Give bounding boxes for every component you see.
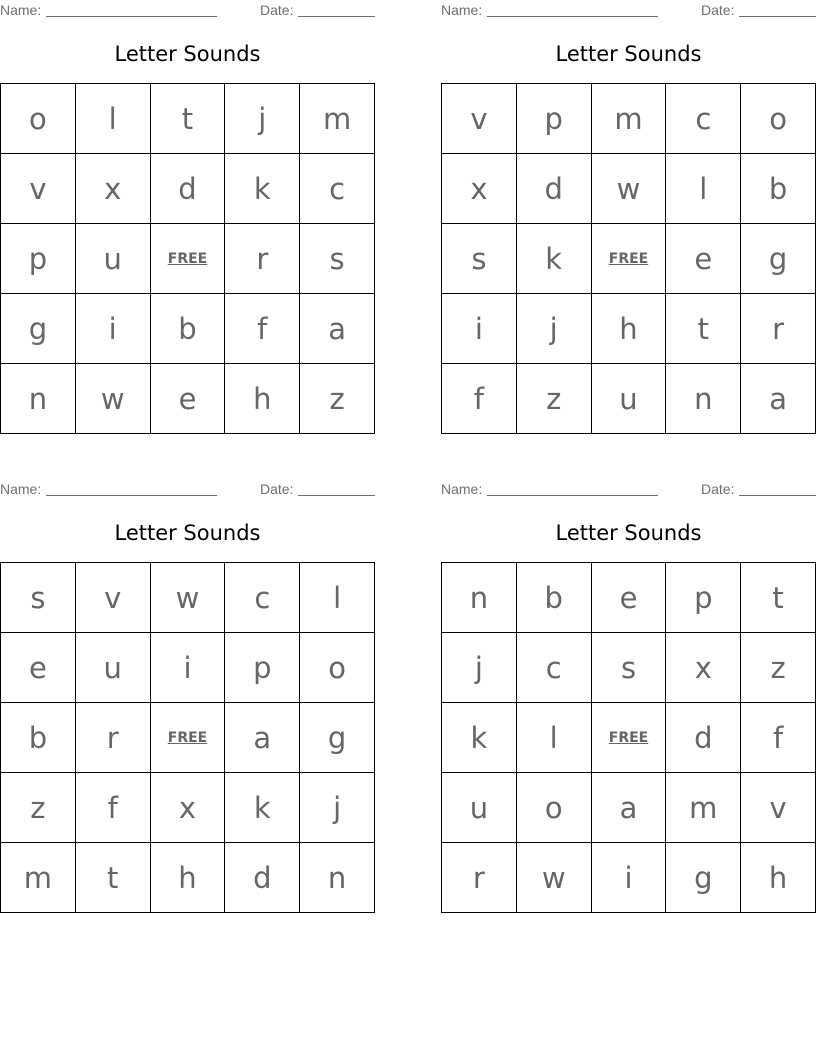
name-line bbox=[487, 495, 658, 496]
name-line bbox=[46, 16, 217, 17]
bingo-cell: c bbox=[225, 563, 300, 633]
bingo-cell: h bbox=[592, 294, 667, 364]
bingo-cell: b bbox=[741, 154, 816, 224]
bingo-grid bbox=[0, 562, 375, 913]
free-space: FREE bbox=[592, 224, 667, 294]
date-line bbox=[739, 16, 816, 17]
bingo-grid bbox=[441, 83, 816, 434]
bingo-cell: w bbox=[76, 364, 151, 434]
bingo-cell: g bbox=[741, 224, 816, 294]
card-header bbox=[441, 2, 816, 20]
bingo-cell: t bbox=[151, 84, 226, 154]
bingo-cell: u bbox=[76, 633, 151, 703]
bingo-cell: j bbox=[517, 294, 592, 364]
bingo-cell: s bbox=[300, 224, 375, 294]
bingo-cell: g bbox=[300, 703, 375, 773]
date-line bbox=[739, 495, 816, 496]
bingo-cell: h bbox=[741, 843, 816, 913]
bingo-cell: l bbox=[517, 703, 592, 773]
card-title: Letter Sounds bbox=[114, 42, 261, 66]
bingo-cell: a bbox=[741, 364, 816, 434]
bingo-cell: p bbox=[666, 563, 741, 633]
bingo-cell: s bbox=[442, 224, 517, 294]
bingo-cell: x bbox=[442, 154, 517, 224]
card-title: Letter Sounds bbox=[114, 521, 261, 545]
bingo-cell: i bbox=[442, 294, 517, 364]
bingo-cell: w bbox=[517, 843, 592, 913]
bingo-cell: r bbox=[225, 224, 300, 294]
bingo-cell: t bbox=[666, 294, 741, 364]
bingo-cell: e bbox=[666, 224, 741, 294]
bingo-cell: n bbox=[300, 843, 375, 913]
bingo-cell: j bbox=[225, 84, 300, 154]
bingo-cell: g bbox=[1, 294, 76, 364]
bingo-cell: v bbox=[76, 563, 151, 633]
bingo-cell: r bbox=[741, 294, 816, 364]
bingo-cell: o bbox=[741, 84, 816, 154]
bingo-cell: t bbox=[741, 563, 816, 633]
free-space: FREE bbox=[151, 224, 226, 294]
bingo-card-4 bbox=[441, 479, 816, 913]
bingo-cell: w bbox=[151, 563, 226, 633]
name-label: Name: bbox=[0, 2, 42, 18]
bingo-cell: r bbox=[76, 703, 151, 773]
bingo-cell: s bbox=[592, 633, 667, 703]
date-line bbox=[298, 16, 375, 17]
bingo-cell: l bbox=[666, 154, 741, 224]
date-label: Date: bbox=[701, 2, 735, 18]
bingo-cell: p bbox=[517, 84, 592, 154]
bingo-cell: m bbox=[592, 84, 667, 154]
bingo-cell: k bbox=[442, 703, 517, 773]
bingo-cell: p bbox=[225, 633, 300, 703]
bingo-cell: f bbox=[741, 703, 816, 773]
bingo-cell: b bbox=[1, 703, 76, 773]
bingo-grid bbox=[0, 83, 375, 434]
bingo-cell: n bbox=[1, 364, 76, 434]
bingo-card-1 bbox=[0, 0, 375, 434]
name-line bbox=[46, 495, 217, 496]
bingo-cell: b bbox=[517, 563, 592, 633]
bingo-card-2 bbox=[441, 0, 816, 434]
bingo-cell: c bbox=[300, 154, 375, 224]
card-header bbox=[0, 2, 375, 20]
bingo-cell: i bbox=[151, 633, 226, 703]
date-label: Date: bbox=[260, 481, 294, 497]
free-space: FREE bbox=[592, 703, 667, 773]
bingo-cell: u bbox=[592, 364, 667, 434]
bingo-cell: c bbox=[666, 84, 741, 154]
bingo-cell: l bbox=[76, 84, 151, 154]
bingo-cell: z bbox=[517, 364, 592, 434]
date-line bbox=[298, 495, 375, 496]
bingo-cell: a bbox=[225, 703, 300, 773]
bingo-cell: z bbox=[1, 773, 76, 843]
bingo-cell: f bbox=[225, 294, 300, 364]
card-header bbox=[441, 481, 816, 499]
bingo-cell: d bbox=[225, 843, 300, 913]
bingo-cell: o bbox=[1, 84, 76, 154]
bingo-cell: o bbox=[517, 773, 592, 843]
bingo-cell: j bbox=[300, 773, 375, 843]
date-label: Date: bbox=[701, 481, 735, 497]
bingo-cell: p bbox=[1, 224, 76, 294]
bingo-cell: e bbox=[592, 563, 667, 633]
bingo-cell: k bbox=[225, 773, 300, 843]
card-title: Letter Sounds bbox=[555, 521, 702, 545]
bingo-cell: u bbox=[442, 773, 517, 843]
bingo-cell: a bbox=[592, 773, 667, 843]
date-label: Date: bbox=[260, 2, 294, 18]
bingo-cell: z bbox=[300, 364, 375, 434]
bingo-cell: e bbox=[151, 364, 226, 434]
bingo-cell: d bbox=[517, 154, 592, 224]
bingo-cell: a bbox=[300, 294, 375, 364]
bingo-cell: z bbox=[741, 633, 816, 703]
bingo-cell: u bbox=[76, 224, 151, 294]
bingo-cell: i bbox=[76, 294, 151, 364]
card-header bbox=[0, 481, 375, 499]
bingo-cell: m bbox=[666, 773, 741, 843]
bingo-cell: x bbox=[76, 154, 151, 224]
bingo-cell: m bbox=[1, 843, 76, 913]
bingo-cell: b bbox=[151, 294, 226, 364]
bingo-cell: o bbox=[300, 633, 375, 703]
bingo-cell: h bbox=[151, 843, 226, 913]
bingo-cell: f bbox=[442, 364, 517, 434]
bingo-cell: v bbox=[741, 773, 816, 843]
bingo-cell: n bbox=[666, 364, 741, 434]
bingo-cell: s bbox=[1, 563, 76, 633]
bingo-cell: e bbox=[1, 633, 76, 703]
bingo-cell: x bbox=[151, 773, 226, 843]
bingo-card-3 bbox=[0, 479, 375, 913]
bingo-cell: t bbox=[76, 843, 151, 913]
name-label: Name: bbox=[441, 2, 483, 18]
name-line bbox=[487, 16, 658, 17]
bingo-cell: d bbox=[666, 703, 741, 773]
bingo-cell: c bbox=[517, 633, 592, 703]
free-space: FREE bbox=[151, 703, 226, 773]
card-title: Letter Sounds bbox=[555, 42, 702, 66]
bingo-cell: k bbox=[225, 154, 300, 224]
bingo-cell: x bbox=[666, 633, 741, 703]
bingo-cell: v bbox=[442, 84, 517, 154]
bingo-cell: l bbox=[300, 563, 375, 633]
bingo-cell: r bbox=[442, 843, 517, 913]
bingo-cell: j bbox=[442, 633, 517, 703]
name-label: Name: bbox=[0, 481, 42, 497]
bingo-cell: d bbox=[151, 154, 226, 224]
bingo-cell: m bbox=[300, 84, 375, 154]
bingo-cell: k bbox=[517, 224, 592, 294]
bingo-cell: n bbox=[442, 563, 517, 633]
name-label: Name: bbox=[441, 481, 483, 497]
bingo-cell: i bbox=[592, 843, 667, 913]
bingo-cell: h bbox=[225, 364, 300, 434]
bingo-cell: f bbox=[76, 773, 151, 843]
bingo-cell: w bbox=[592, 154, 667, 224]
bingo-grid bbox=[441, 562, 816, 913]
bingo-cell: g bbox=[666, 843, 741, 913]
bingo-cell: v bbox=[1, 154, 76, 224]
